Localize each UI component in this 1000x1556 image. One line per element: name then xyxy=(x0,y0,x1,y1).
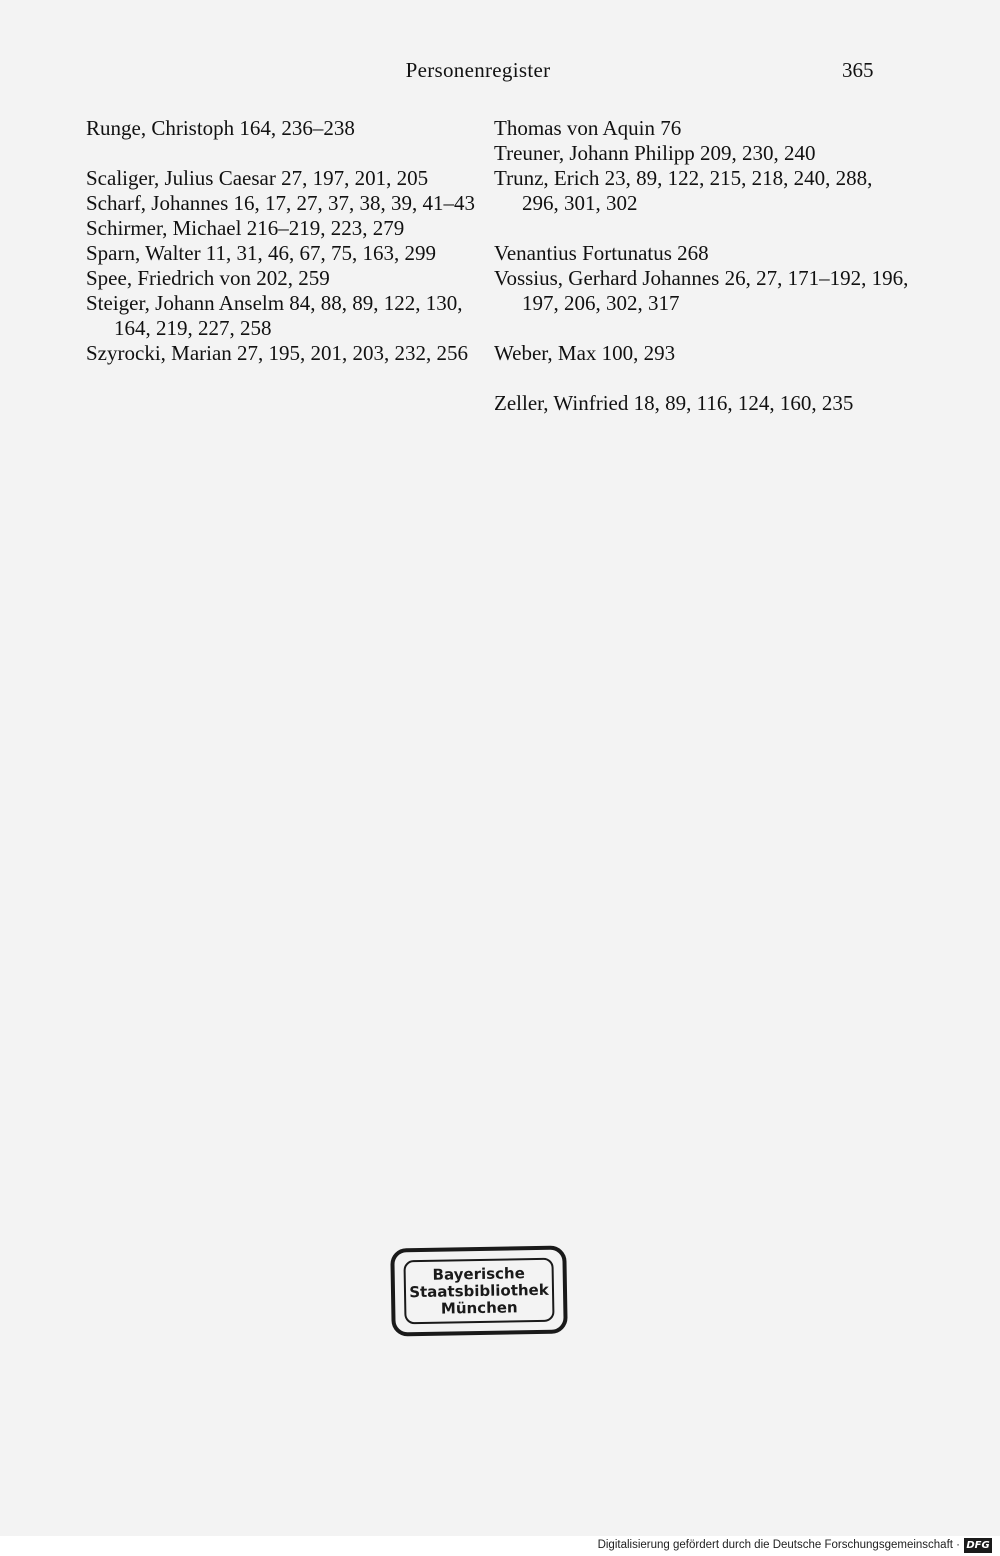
index-entry: Schirmer, Michael 216–219, 223, 279 xyxy=(86,216,405,240)
dfg-logo-icon: DFG xyxy=(964,1538,992,1553)
running-header-title: Personenregister xyxy=(405,58,551,82)
index-entry: Zeller, Winfried 18, 89, 116, 124, 160, 235 xyxy=(494,391,854,415)
index-entry: Scaliger, Julius Caesar 27, 197, 201, 205 xyxy=(86,166,429,190)
index-entry: Szyrocki, Marian 27, 195, 201, 203, 232, 256 xyxy=(86,341,469,365)
index-entry: Thomas von Aquin 76 xyxy=(494,116,682,140)
stamp-line: Bayerische xyxy=(432,1263,525,1284)
stamp-line: Staatsbibliothek xyxy=(409,1280,549,1301)
library-stamp-inner xyxy=(403,1258,554,1325)
index-entry: Runge, Christoph 164, 236–238 xyxy=(86,116,355,140)
index-entry: Venantius Fortunatus 268 xyxy=(494,241,709,265)
index-column-right xyxy=(494,116,914,416)
index-entry: Treuner, Johann Philipp 209, 230, 240 xyxy=(494,141,816,165)
index-entry: Trunz, Erich 23, 89, 122, 215, 218, 240, 288, 296, 301, 302 xyxy=(494,166,873,215)
index-entry: Sparn, Walter 11, 31, 46, 67, 75, 163, 299 xyxy=(86,241,437,265)
index-entry: Scharf, Johannes 16, 17, 27, 37, 38, 39, 41–43 xyxy=(86,191,476,215)
library-stamp xyxy=(390,1245,568,1336)
index-column-left xyxy=(86,116,486,366)
stamp-line: München xyxy=(440,1297,518,1318)
index-entry: Weber, Max 100, 293 xyxy=(494,341,676,365)
footer-credit-text: Digitalisierung gefördert durch die Deutsche Forschungsgemeinschaft · xyxy=(597,1539,960,1551)
digitization-footer xyxy=(0,1536,1000,1556)
page-number: 365 xyxy=(842,58,874,82)
index-entry: Vossius, Gerhard Johannes 26, 27, 171–192, 196, 197, 206, 302, 317 xyxy=(494,266,909,315)
index-entry: Steiger, Johann Anselm 84, 88, 89, 122, 130, 164, 219, 227, 258 xyxy=(86,291,463,340)
index-entry: Spee, Friedrich von 202, 259 xyxy=(86,266,330,290)
